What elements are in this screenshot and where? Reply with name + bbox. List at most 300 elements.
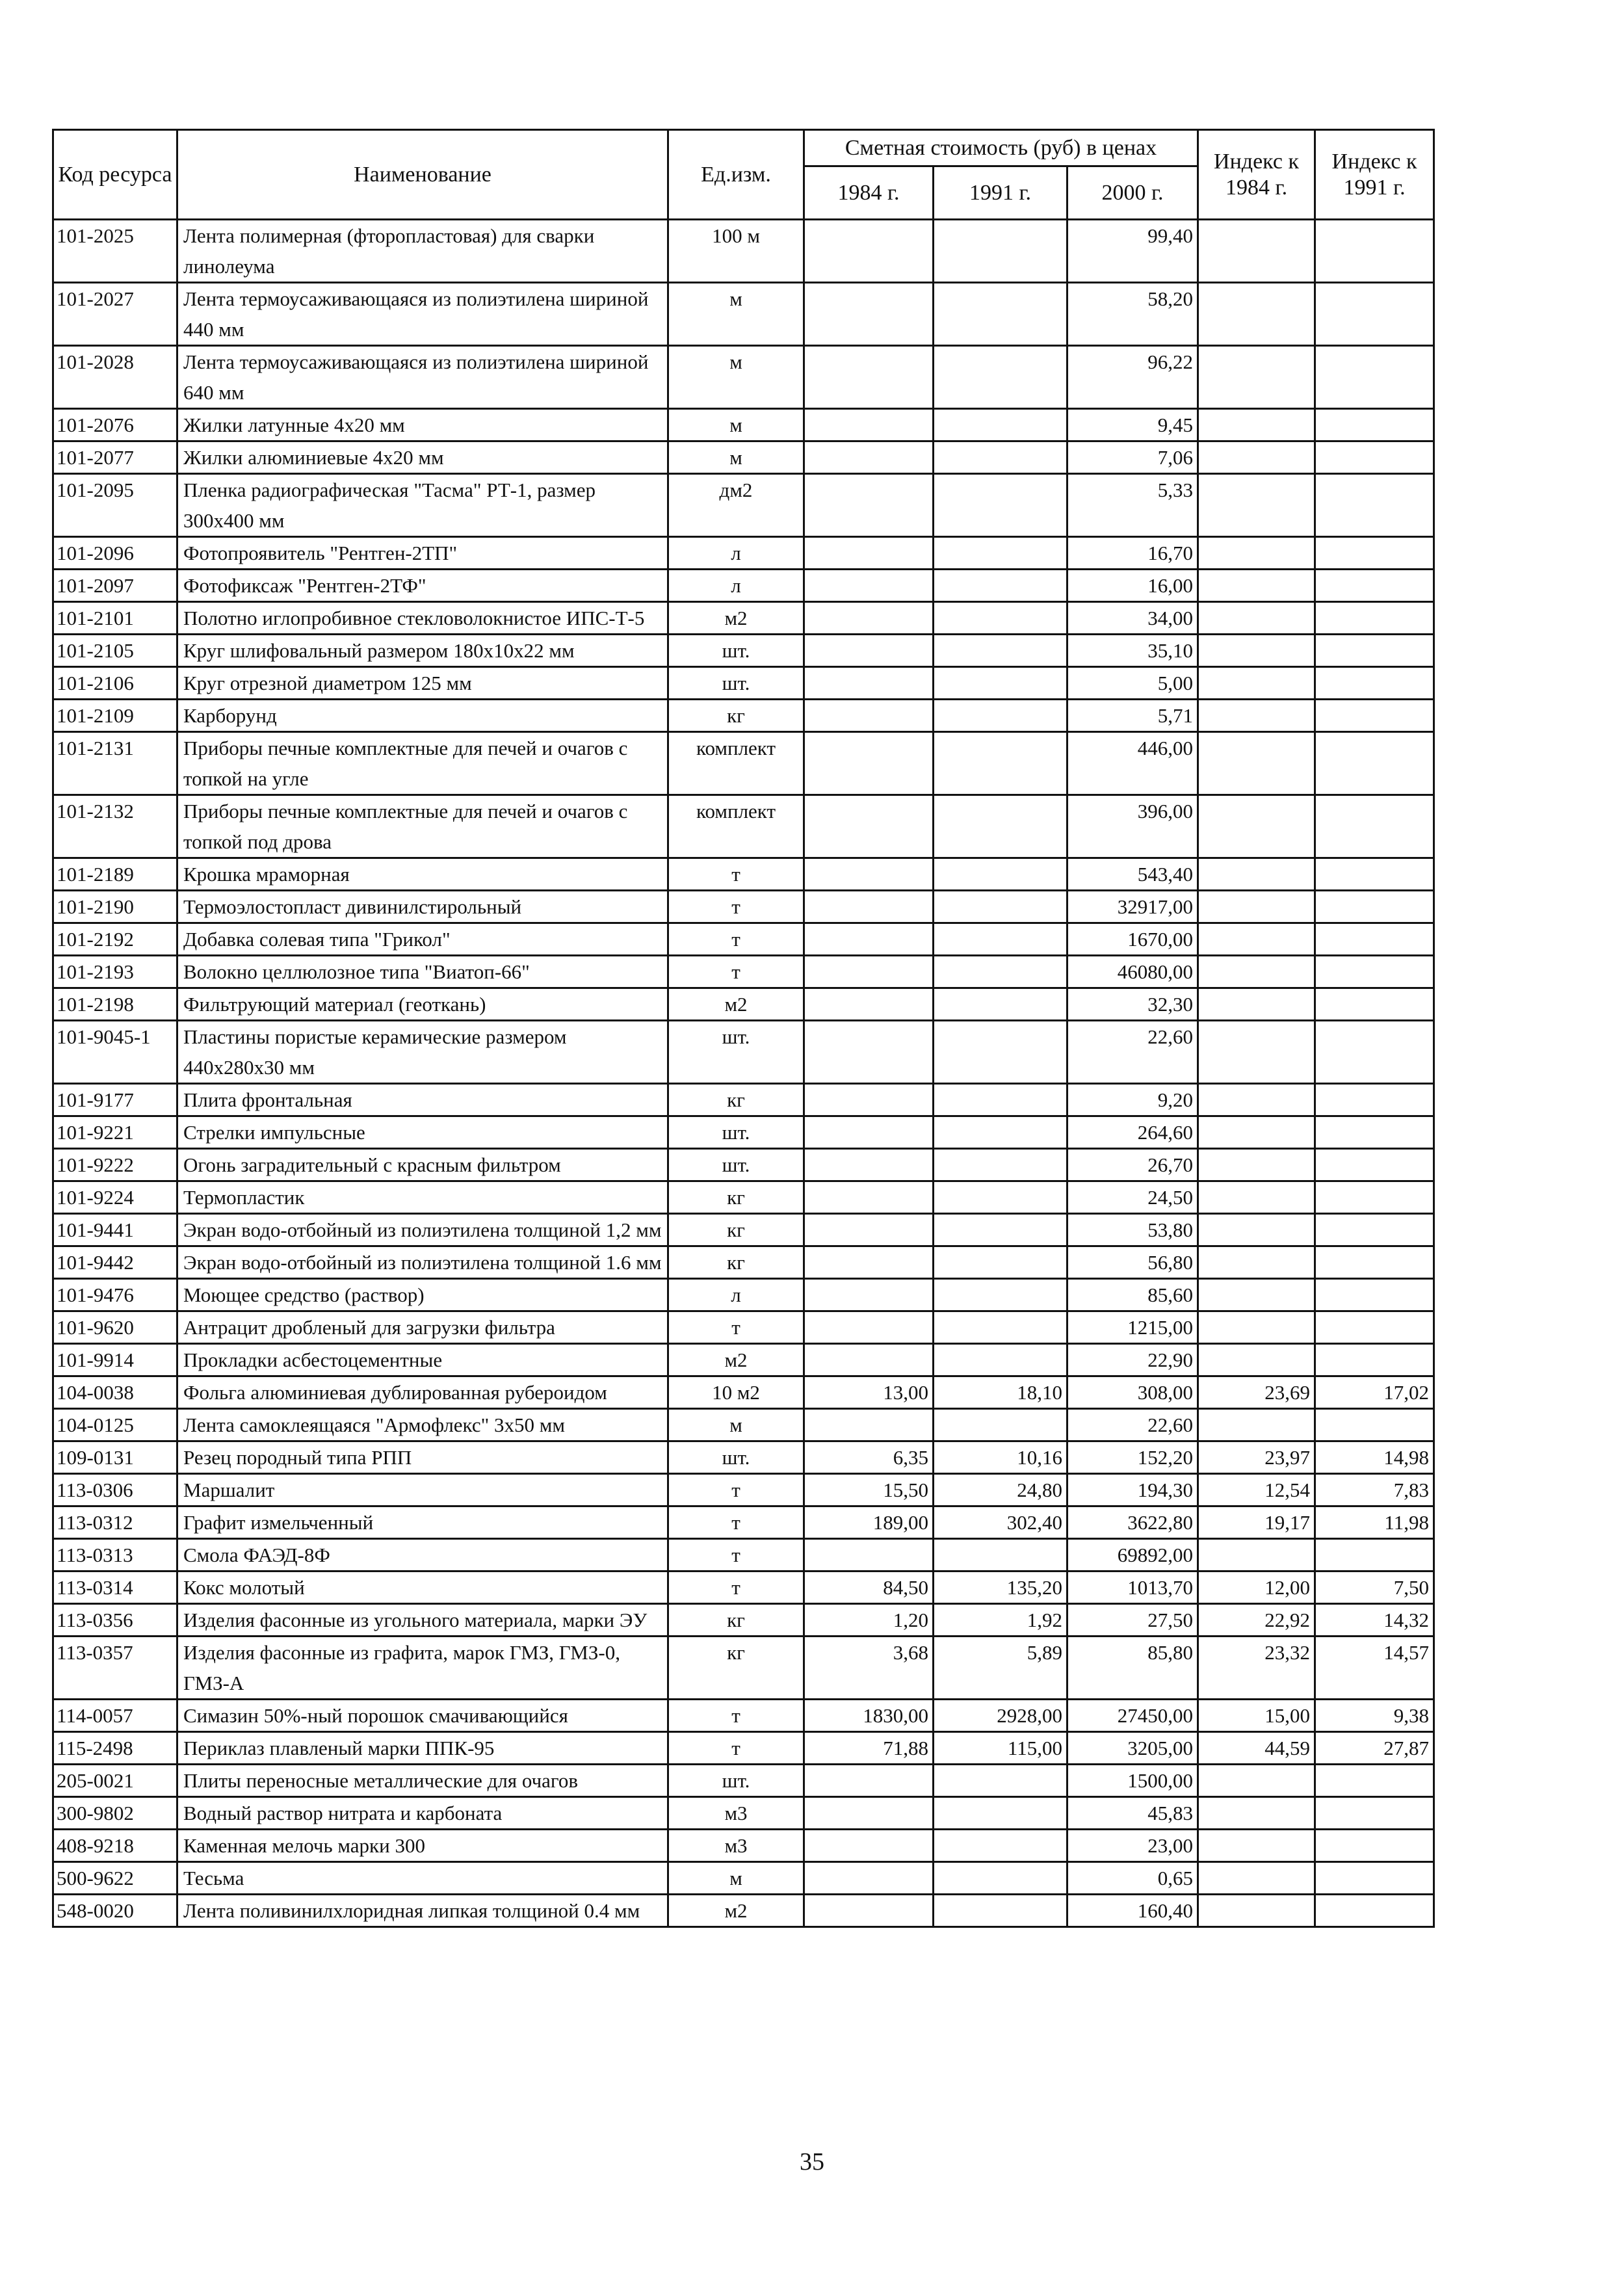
row-code: 113-0313: [53, 1539, 177, 1571]
row-unit: м: [668, 283, 804, 346]
row-name: Маршалит: [177, 1474, 668, 1506]
table-row: [53, 956, 1434, 988]
row-index-1991: [1315, 570, 1434, 602]
row-code: 101-2101: [53, 602, 177, 635]
row-price-1991: [934, 1021, 1067, 1084]
row-price-2000: 160,40: [1067, 1895, 1198, 1927]
header-cost-group: Сметная стоимость (руб) в ценах: [804, 130, 1198, 166]
row-price-2000: 69892,00: [1067, 1539, 1198, 1571]
row-price-2000: 27,50: [1067, 1604, 1198, 1637]
row-index-1984: 19,17: [1198, 1506, 1315, 1539]
row-price-2000: 16,00: [1067, 570, 1198, 602]
header-year-1991: 1991 г.: [934, 166, 1067, 220]
row-index-1991: [1315, 1149, 1434, 1181]
row-price-1984: [804, 1311, 934, 1344]
table-row: [53, 1765, 1434, 1797]
row-price-1991: [934, 1409, 1067, 1441]
row-name: Водный раствор нитрата и карбоната: [177, 1797, 668, 1830]
row-price-1984: 13,00: [804, 1376, 934, 1409]
row-code: 408-9218: [53, 1830, 177, 1862]
row-price-1991: [934, 220, 1067, 283]
row-name: Лента поливинилхлоридная липкая толщиной 0.4 мм: [177, 1895, 668, 1927]
row-index-1991: [1315, 956, 1434, 988]
row-unit: шт.: [668, 667, 804, 700]
row-unit: т: [668, 891, 804, 923]
row-unit: кг: [668, 1214, 804, 1246]
row-code: 101-2105: [53, 635, 177, 667]
header-year-1984: 1984 г.: [804, 166, 934, 220]
row-price-1984: [804, 1214, 934, 1246]
row-price-2000: 32917,00: [1067, 891, 1198, 923]
row-name: Плита фронтальная: [177, 1084, 668, 1116]
row-price-2000: 26,70: [1067, 1149, 1198, 1181]
row-index-1991: 11,98: [1315, 1506, 1434, 1539]
row-price-1991: [934, 441, 1067, 474]
row-price-1991: [934, 1830, 1067, 1862]
table-row: [53, 1344, 1434, 1376]
table-row: [53, 474, 1434, 537]
row-index-1984: 15,00: [1198, 1700, 1315, 1732]
table-row: [53, 1797, 1434, 1830]
row-index-1991: [1315, 635, 1434, 667]
row-index-1991: [1315, 283, 1434, 346]
row-price-1984: [804, 1409, 934, 1441]
row-index-1991: [1315, 1021, 1434, 1084]
row-code: 101-2095: [53, 474, 177, 537]
row-unit: шт.: [668, 635, 804, 667]
row-unit: т: [668, 1506, 804, 1539]
table-row: [53, 1214, 1434, 1246]
row-index-1984: 12,54: [1198, 1474, 1315, 1506]
row-price-2000: 46080,00: [1067, 956, 1198, 988]
row-price-1991: [934, 732, 1067, 795]
row-price-2000: 5,00: [1067, 667, 1198, 700]
header-unit: Ед.изм.: [668, 130, 804, 220]
row-index-1984: 44,59: [1198, 1732, 1315, 1765]
row-price-1991: [934, 1084, 1067, 1116]
row-price-2000: 1215,00: [1067, 1311, 1198, 1344]
row-name: Стрелки импульсные: [177, 1116, 668, 1149]
table-row: [53, 667, 1434, 700]
row-price-2000: 32,30: [1067, 988, 1198, 1021]
row-index-1984: [1198, 891, 1315, 923]
row-name: Приборы печные комплектные для печей и очагов с топкой под дрова: [177, 795, 668, 858]
row-code: 101-2025: [53, 220, 177, 283]
row-price-1991: [934, 1344, 1067, 1376]
row-price-1991: 24,80: [934, 1474, 1067, 1506]
row-price-1991: [934, 1214, 1067, 1246]
row-code: 101-9914: [53, 1344, 177, 1376]
table-row: [53, 1539, 1434, 1571]
row-index-1984: [1198, 220, 1315, 283]
table-row: [53, 220, 1434, 283]
row-unit: т: [668, 956, 804, 988]
table-row: [53, 441, 1434, 474]
row-code: 101-9441: [53, 1214, 177, 1246]
row-code: 101-9177: [53, 1084, 177, 1116]
row-name: Фольга алюминиевая дублированная рубероидом: [177, 1376, 668, 1409]
row-index-1984: [1198, 795, 1315, 858]
row-index-1991: [1315, 602, 1434, 635]
row-code: 101-9224: [53, 1181, 177, 1214]
row-price-1991: [934, 923, 1067, 956]
row-code: 101-2109: [53, 700, 177, 732]
row-name: Резец породный типа РПП: [177, 1441, 668, 1474]
row-price-2000: 3622,80: [1067, 1506, 1198, 1539]
row-price-2000: 53,80: [1067, 1214, 1198, 1246]
row-code: 104-0125: [53, 1409, 177, 1441]
row-code: 101-2076: [53, 409, 177, 441]
row-code: 113-0356: [53, 1604, 177, 1637]
row-price-2000: 3205,00: [1067, 1732, 1198, 1765]
row-index-1991: [1315, 474, 1434, 537]
table-row: [53, 1311, 1434, 1344]
table-row: [53, 1441, 1434, 1474]
row-name: Пленка радиографическая "Тасма" РТ-1, размер 300х400 мм: [177, 474, 668, 537]
row-price-2000: 396,00: [1067, 795, 1198, 858]
row-unit: кг: [668, 1604, 804, 1637]
row-unit: л: [668, 570, 804, 602]
row-price-2000: 152,20: [1067, 1441, 1198, 1474]
row-price-1984: [804, 700, 934, 732]
row-index-1984: [1198, 346, 1315, 409]
row-index-1991: [1315, 1895, 1434, 1927]
row-index-1984: 12,00: [1198, 1571, 1315, 1604]
row-index-1984: [1198, 700, 1315, 732]
row-index-1984: [1198, 1021, 1315, 1084]
row-code: 101-2193: [53, 956, 177, 988]
row-index-1984: [1198, 441, 1315, 474]
row-name: Периклаз плавленый марки ППК-95: [177, 1732, 668, 1765]
row-index-1991: [1315, 1409, 1434, 1441]
row-index-1991: [1315, 409, 1434, 441]
header-name: Наименование: [177, 130, 668, 220]
row-price-2000: 1500,00: [1067, 1765, 1198, 1797]
row-code: 101-2198: [53, 988, 177, 1021]
row-index-1984: 23,32: [1198, 1637, 1315, 1700]
row-price-1984: 189,00: [804, 1506, 934, 1539]
row-price-1991: [934, 667, 1067, 700]
table-row: [53, 1700, 1434, 1732]
row-price-1984: [804, 667, 934, 700]
row-index-1984: 22,92: [1198, 1604, 1315, 1637]
row-price-1984: [804, 283, 934, 346]
row-index-1984: [1198, 1539, 1315, 1571]
row-code: 101-2028: [53, 346, 177, 409]
row-price-1984: [804, 570, 934, 602]
row-price-2000: 5,71: [1067, 700, 1198, 732]
row-price-1991: [934, 1279, 1067, 1311]
row-price-1984: [804, 988, 934, 1021]
row-unit: 10 м2: [668, 1376, 804, 1409]
row-price-1984: [804, 220, 934, 283]
row-code: 101-9045-1: [53, 1021, 177, 1084]
row-price-1991: [934, 956, 1067, 988]
row-unit: комплект: [668, 795, 804, 858]
row-code: 101-2096: [53, 537, 177, 570]
row-name: Карборунд: [177, 700, 668, 732]
table-row: [53, 1732, 1434, 1765]
row-code: 115-2498: [53, 1732, 177, 1765]
row-price-2000: 5,33: [1067, 474, 1198, 537]
row-price-1991: [934, 1311, 1067, 1344]
row-name: Полотно иглопробивное стекловолокнистое ИПС-Т-5: [177, 602, 668, 635]
row-price-1984: 1,20: [804, 1604, 934, 1637]
row-unit: кг: [668, 1246, 804, 1279]
price-table: [52, 129, 1435, 1928]
row-price-1984: [804, 858, 934, 891]
row-price-1984: [804, 409, 934, 441]
row-unit: кг: [668, 1084, 804, 1116]
row-index-1984: 23,97: [1198, 1441, 1315, 1474]
row-unit: м3: [668, 1830, 804, 1862]
row-index-1984: [1198, 537, 1315, 570]
row-index-1991: [1315, 988, 1434, 1021]
row-code: 114-0057: [53, 1700, 177, 1732]
row-index-1984: [1198, 1181, 1315, 1214]
row-index-1991: 9,38: [1315, 1700, 1434, 1732]
row-price-1991: [934, 1116, 1067, 1149]
row-price-1991: [934, 602, 1067, 635]
row-price-2000: 7,06: [1067, 441, 1198, 474]
table-row: [53, 1571, 1434, 1604]
price-table-container: [52, 129, 1433, 1928]
row-index-1984: [1198, 1149, 1315, 1181]
row-price-2000: 22,60: [1067, 1409, 1198, 1441]
row-unit: т: [668, 858, 804, 891]
header-index-1991: Индекс к 1991 г.: [1315, 130, 1434, 220]
row-index-1984: [1198, 923, 1315, 956]
row-price-1984: [804, 441, 934, 474]
table-row: [53, 1474, 1434, 1506]
row-index-1984: [1198, 1830, 1315, 1862]
row-price-2000: 22,60: [1067, 1021, 1198, 1084]
row-name: Плиты переносные металлические для очагов: [177, 1765, 668, 1797]
table-row: [53, 1604, 1434, 1637]
row-name: Графит измельченный: [177, 1506, 668, 1539]
row-price-2000: 24,50: [1067, 1181, 1198, 1214]
row-price-1984: [804, 732, 934, 795]
row-index-1991: [1315, 1862, 1434, 1895]
row-unit: шт.: [668, 1441, 804, 1474]
table-row: [53, 891, 1434, 923]
row-price-1991: [934, 409, 1067, 441]
row-name: Прокладки асбестоцементные: [177, 1344, 668, 1376]
row-index-1991: [1315, 537, 1434, 570]
row-index-1991: 14,98: [1315, 1441, 1434, 1474]
row-price-1984: [804, 795, 934, 858]
row-name: Смола ФАЭД-8Ф: [177, 1539, 668, 1571]
row-price-1991: [934, 1797, 1067, 1830]
table-row: [53, 346, 1434, 409]
table-body: [53, 220, 1434, 1927]
row-index-1991: [1315, 1214, 1434, 1246]
row-unit: 100 м: [668, 220, 804, 283]
table-row: [53, 537, 1434, 570]
row-name: Термоэлостопласт дивинилстирольный: [177, 891, 668, 923]
row-index-1984: [1198, 283, 1315, 346]
row-name: Каменная мелочь марки 300: [177, 1830, 668, 1862]
row-index-1984: [1198, 1344, 1315, 1376]
row-name: Огонь заградительный с красным фильтром: [177, 1149, 668, 1181]
row-index-1991: [1315, 1181, 1434, 1214]
table-row: [53, 732, 1434, 795]
row-name: Пластины пористые керамические размером 440х280х30 мм: [177, 1021, 668, 1084]
row-code: 101-2192: [53, 923, 177, 956]
row-price-1991: [934, 858, 1067, 891]
row-index-1984: [1198, 667, 1315, 700]
row-name: Термопластик: [177, 1181, 668, 1214]
table-row: [53, 795, 1434, 858]
row-index-1991: 14,57: [1315, 1637, 1434, 1700]
row-unit: шт.: [668, 1021, 804, 1084]
row-price-1991: [934, 474, 1067, 537]
row-code: 101-2077: [53, 441, 177, 474]
row-unit: м2: [668, 602, 804, 635]
row-code: 113-0312: [53, 1506, 177, 1539]
row-index-1991: [1315, 732, 1434, 795]
row-name: Фильтрующий материал (геоткань): [177, 988, 668, 1021]
row-index-1984: 23,69: [1198, 1376, 1315, 1409]
row-code: 101-2190: [53, 891, 177, 923]
row-price-1984: 1830,00: [804, 1700, 934, 1732]
row-price-1991: [934, 1765, 1067, 1797]
row-price-1991: [934, 1539, 1067, 1571]
row-name: Лента термоусаживающаяся из полиэтилена шириной 640 мм: [177, 346, 668, 409]
row-price-1984: [804, 1830, 934, 1862]
table-row: [53, 409, 1434, 441]
row-price-1984: [804, 956, 934, 988]
row-index-1984: [1198, 1409, 1315, 1441]
row-index-1991: [1315, 1539, 1434, 1571]
header-code: Код ресурса: [53, 130, 177, 220]
row-unit: т: [668, 1539, 804, 1571]
row-price-1984: [804, 923, 934, 956]
row-price-2000: 35,10: [1067, 635, 1198, 667]
row-index-1984: [1198, 602, 1315, 635]
row-price-1984: [804, 1765, 934, 1797]
row-unit: кг: [668, 1181, 804, 1214]
row-unit: т: [668, 1700, 804, 1732]
table-row: [53, 988, 1434, 1021]
table-row: [53, 1895, 1434, 1927]
table-row: [53, 923, 1434, 956]
row-price-1991: 135,20: [934, 1571, 1067, 1604]
table-row: [53, 1246, 1434, 1279]
row-price-1991: [934, 283, 1067, 346]
row-price-2000: 34,00: [1067, 602, 1198, 635]
row-code: 300-9802: [53, 1797, 177, 1830]
row-code: 113-0306: [53, 1474, 177, 1506]
row-price-1991: [934, 346, 1067, 409]
row-unit: м2: [668, 1344, 804, 1376]
row-unit: т: [668, 1474, 804, 1506]
table-row: [53, 1021, 1434, 1084]
row-price-1984: [804, 1181, 934, 1214]
row-price-1991: [934, 537, 1067, 570]
row-price-2000: 9,45: [1067, 409, 1198, 441]
row-name: Жилки латунные 4х20 мм: [177, 409, 668, 441]
row-unit: м: [668, 441, 804, 474]
row-price-2000: 264,60: [1067, 1116, 1198, 1149]
row-price-1991: 115,00: [934, 1732, 1067, 1765]
row-price-1991: [934, 570, 1067, 602]
row-index-1984: [1198, 1797, 1315, 1830]
row-name: Симазин 50%-ный порошок смачивающийся: [177, 1700, 668, 1732]
row-unit: м: [668, 409, 804, 441]
row-price-1984: [804, 1149, 934, 1181]
row-code: 104-0038: [53, 1376, 177, 1409]
row-index-1991: 7,83: [1315, 1474, 1434, 1506]
row-unit: л: [668, 537, 804, 570]
row-index-1984: [1198, 409, 1315, 441]
row-price-1984: [804, 474, 934, 537]
row-price-1991: 10,16: [934, 1441, 1067, 1474]
row-name: Тесьма: [177, 1862, 668, 1895]
row-price-1991: [934, 700, 1067, 732]
row-price-1991: 5,89: [934, 1637, 1067, 1700]
row-index-1984: [1198, 1895, 1315, 1927]
row-index-1991: [1315, 1246, 1434, 1279]
header-year-2000: 2000 г.: [1067, 166, 1198, 220]
row-index-1991: [1315, 1797, 1434, 1830]
row-price-1984: [804, 1116, 934, 1149]
row-price-2000: 194,30: [1067, 1474, 1198, 1506]
row-name: Лента самоклеящаяся "Армофлекс" 3х50 мм: [177, 1409, 668, 1441]
row-index-1991: 17,02: [1315, 1376, 1434, 1409]
row-price-2000: 27450,00: [1067, 1700, 1198, 1732]
row-index-1991: [1315, 923, 1434, 956]
row-index-1991: 7,50: [1315, 1571, 1434, 1604]
row-code: 101-2189: [53, 858, 177, 891]
table-header: [53, 130, 1434, 220]
row-name: Приборы печные комплектные для печей и очагов с топкой на угле: [177, 732, 668, 795]
row-code: 101-9442: [53, 1246, 177, 1279]
row-index-1984: [1198, 732, 1315, 795]
row-price-1991: [934, 988, 1067, 1021]
row-index-1991: [1315, 1344, 1434, 1376]
row-price-1984: [804, 1797, 934, 1830]
row-index-1984: [1198, 474, 1315, 537]
row-price-1991: [934, 1862, 1067, 1895]
row-code: 500-9622: [53, 1862, 177, 1895]
row-unit: шт.: [668, 1149, 804, 1181]
row-name: Круг шлифовальный размером 180х10х22 мм: [177, 635, 668, 667]
row-price-1984: [804, 891, 934, 923]
row-index-1984: [1198, 1246, 1315, 1279]
row-price-2000: 85,60: [1067, 1279, 1198, 1311]
row-price-1991: [934, 1246, 1067, 1279]
table-row: [53, 283, 1434, 346]
table-row: [53, 1279, 1434, 1311]
row-unit: м2: [668, 988, 804, 1021]
row-price-2000: 9,20: [1067, 1084, 1198, 1116]
row-price-2000: 0,65: [1067, 1862, 1198, 1895]
row-code: 101-9221: [53, 1116, 177, 1149]
row-price-1984: [804, 1021, 934, 1084]
row-index-1984: [1198, 635, 1315, 667]
row-name: Экран водо-отбойный из полиэтилена толщиной 1.6 мм: [177, 1246, 668, 1279]
row-code: 205-0021: [53, 1765, 177, 1797]
row-name: Кокс молотый: [177, 1571, 668, 1604]
row-price-1991: 302,40: [934, 1506, 1067, 1539]
row-unit: л: [668, 1279, 804, 1311]
row-name: Лента полимерная (фторопластовая) для сварки линолеума: [177, 220, 668, 283]
row-price-1984: 6,35: [804, 1441, 934, 1474]
row-price-2000: 22,90: [1067, 1344, 1198, 1376]
row-name: Жилки алюминиевые 4х20 мм: [177, 441, 668, 474]
row-price-2000: 56,80: [1067, 1246, 1198, 1279]
